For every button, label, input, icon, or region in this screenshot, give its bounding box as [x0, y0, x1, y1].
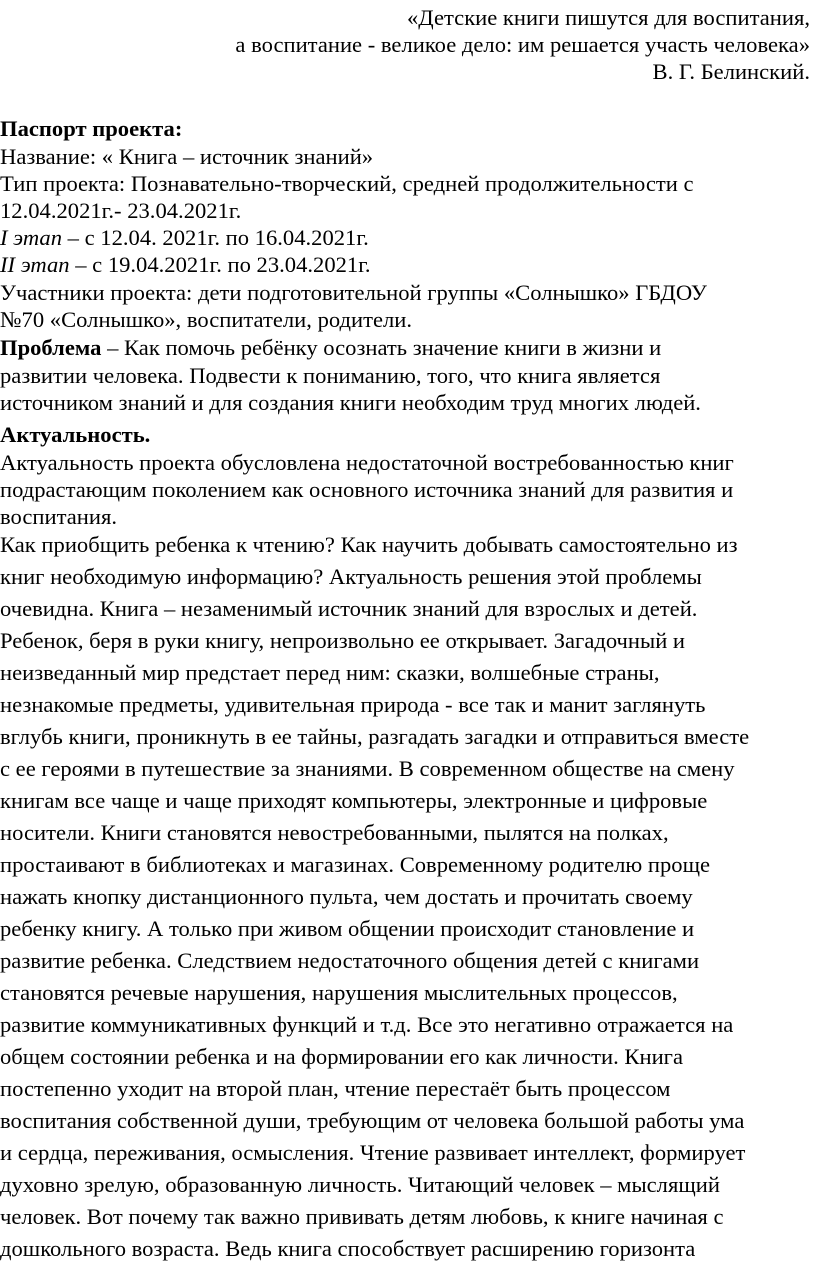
- body-line: с ее героями в путешествие за знаниями. В современном обществе на смену: [0, 756, 735, 781]
- epigraph-line: «Детские книги пишутся для воспитания,: [407, 5, 810, 30]
- stage-1: [0, 224, 369, 251]
- stage-2: [0, 251, 371, 278]
- problem-text: – Как помочь ребёнку осознать значение книги в жизни и: [101, 335, 662, 360]
- stage-1-label: I этап: [0, 225, 63, 250]
- problem-line: [0, 334, 661, 361]
- body-line: духовно зрелую, образованную личность. Читающий человек – мыслящий: [0, 1172, 720, 1197]
- relevance-intro-line: Актуальность проекта обусловлена недостаточной востребованностью книг: [0, 450, 734, 475]
- body-line: вглубь книги, проникнуть в ее тайны, разгадать загадки и отправиться вместе: [0, 724, 750, 749]
- body-line: становятся речевые нарушения, нарушения мыслительных процессов,: [0, 980, 678, 1005]
- problem-line: источником знаний и для создания книги необходим труд многих людей.: [0, 390, 701, 415]
- body-line: книгам все чаще и чаще приходят компьютеры, электронные и цифровые: [0, 788, 708, 813]
- epigraph-line: а воспитание - великое дело: им решается участь человека»: [235, 32, 810, 57]
- body-line: очевидна. Книга – незаменимый источник знаний для взрослых и детей.: [0, 596, 698, 621]
- project-name: Название: « Книга – источник знаний»: [0, 144, 374, 169]
- project-type-dates: 12.04.2021г.- 23.04.2021г.: [0, 198, 242, 223]
- body-line: ребенку книгу. А только при живом общении происходит становление и: [0, 916, 695, 941]
- body-line: Ребенок, беря в руки книгу, непроизвольно ее открывает. Загадочный и: [0, 628, 686, 653]
- problem-label: Проблема: [0, 335, 102, 360]
- body-line: человек. Вот почему так важно прививать детям любовь, к книге начиная с: [0, 1204, 724, 1229]
- body-line: книг необходимую информацию? Актуальность решения этой проблемы: [0, 564, 702, 589]
- relevance-intro-line: воспитания.: [0, 504, 117, 529]
- participants-line: №70 «Солнышко», воспитатели, родители.: [0, 307, 413, 332]
- body-line: развитие ребенка. Следствием недостаточного общения детей с книгами: [0, 948, 700, 973]
- relevance-heading: Актуальность.: [0, 422, 151, 447]
- stage-2-dates: – с 19.04.2021г. по 23.04.2021г.: [69, 252, 371, 277]
- body-line: дошкольного возраста. Ведь книга способствует расширению горизонта: [0, 1236, 696, 1261]
- problem-line: развитии человека. Подвести к пониманию, того, что книга является: [0, 363, 661, 388]
- body-line: неизведанный мир предстает перед ним: сказки, волшебные страны,: [0, 660, 660, 685]
- body-line: простаивают в библиотеках и магазинах. Современному родителю проще: [0, 852, 711, 877]
- body-line: незнакомые предметы, удивительная природа - все так и манит заглянуть: [0, 692, 706, 717]
- body-line: общем состоянии ребенка и на формировании его как личности. Книга: [0, 1044, 683, 1069]
- body-line: воспитания собственной души, требующим от человека большой работы ума: [0, 1108, 745, 1133]
- body-line: и сердца, переживания, осмысления. Чтение развивает интеллект, формирует: [0, 1140, 746, 1165]
- body-line: Как приобщить ребенка к чтению? Как научить добывать самостоятельно из: [0, 532, 738, 557]
- body-line: нажать кнопку дистанционного пульта, чем достать и прочитать своему: [0, 884, 693, 909]
- body-line: развитие коммуникативных функций и т.д. Все это негативно отражается на: [0, 1012, 734, 1037]
- body-line: носители. Книги становятся невостребованными, пылятся на полках,: [0, 820, 669, 845]
- stage-2-label: II этап: [0, 252, 70, 277]
- relevance-intro-line: подрастающим поколением как основного источника знаний для развития и: [0, 477, 734, 502]
- epigraph: [235, 4, 810, 85]
- body-line: постепенно уходит на второй план, чтение перестаёт быть процессом: [0, 1076, 671, 1101]
- project-type-line: Тип проекта: Познавательно-творческий, средней продолжительности с: [0, 171, 694, 196]
- passport-heading: Паспорт проекта:: [0, 116, 183, 141]
- stage-1-dates: – с 12.04. 2021г. по 16.04.2021г.: [62, 225, 369, 250]
- epigraph-author: В. Г. Белинский.: [652, 59, 810, 84]
- participants-line: Участники проекта: дети подготовительной группы «Солнышко» ГБДОУ: [0, 280, 707, 305]
